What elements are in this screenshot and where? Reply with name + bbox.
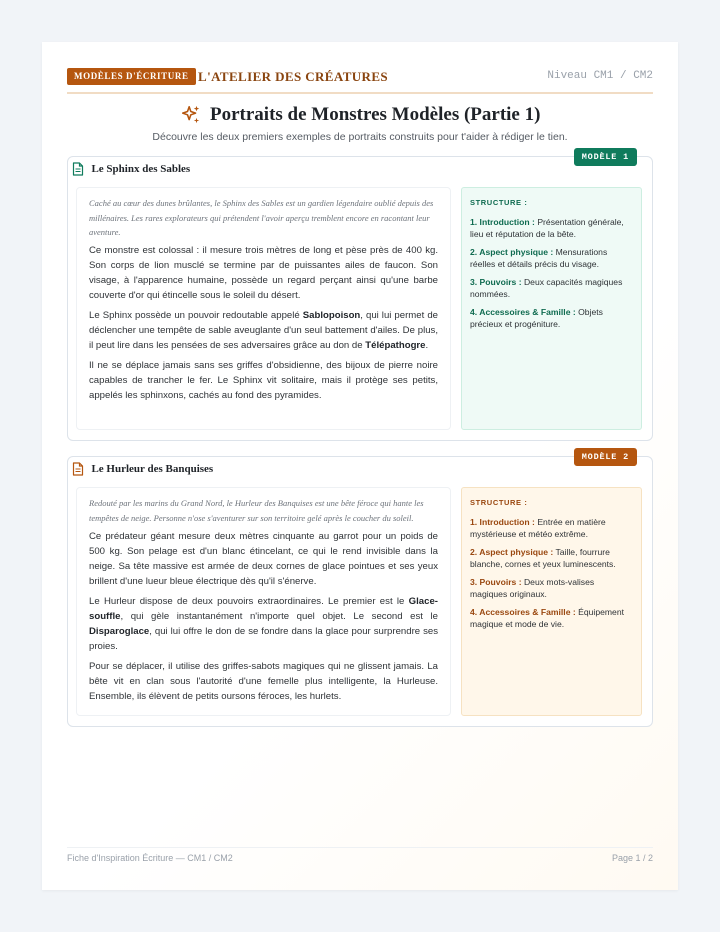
page-header (67, 68, 653, 94)
paragraph-accessories: Pour se déplacer, il utilise des griffes-sabots magiques qui ne glissent jamais. La bête vit en clan sous l'autorité d'une femelle plus intelligente, la Hurleuse. Ensemble, ils élèvent de petits oursons féroces, les hurlets. (89, 661, 438, 702)
level-label: Niveau CM1 / CM2 (547, 70, 653, 82)
structure-item: 1. Introduction : Présentation générale, lieu et réputation de la bête. (470, 217, 624, 239)
category-badge: MODÈLES D'ÉCRITURE (67, 68, 196, 85)
power-name-2: Disparoglace (89, 626, 150, 637)
document-icon (72, 162, 84, 176)
model-badge: MODÈLE 1 (574, 148, 637, 166)
page-number: Page 1 / 2 (611, 853, 653, 863)
paragraph-physical: Ce monstre est colossal : il mesure trois mètres de long et pèse près de 400 kg. Son corps de lion musclé se termine par de puissantes ailes de faucon. Son visage, à l'apparence humaine, possède un regard perçant ainsi qu'une barbe couverte d'or qui étincelle sous le soleil du désert. (89, 245, 438, 301)
structure-heading: STRUCTURE : (470, 498, 528, 507)
workshop-title: L'ATELIER DES CRÉATURES (198, 69, 389, 84)
paragraph-powers: Le Hurleur dispose de deux pouvoirs extraordinaires. Le premier est le Glace-souffle, qui gèle instantanément n'importe quel objet. Le second est le Disparoglace, qui lui offre le don de se fondre dans la glace pour surprendre ses proies. (89, 596, 438, 652)
paragraph-accessories: Il ne se déplace jamais sans ses griffes d'obsidienne, des bijoux de pierre noire capables de trancher le fer. Le Sphinx vit solitaire, mais il protège ses petits, appelés les sphinxons, cachés au fond des pyramides. (89, 360, 438, 401)
power-name-1: Sablopoison (302, 310, 361, 321)
structure-item: 3. Pouvoirs : Deux capacités magiques nommées. (470, 277, 623, 299)
page-subtitle: Découvre les deux premiers exemples de portraits construits pour t'aider à rédiger le tien. (152, 131, 568, 143)
structure-heading: STRUCTURE : (470, 198, 528, 207)
model-paragraphs (89, 529, 438, 709)
structure-item: 3. Pouvoirs : Deux mots-valises magiques originaux. (470, 577, 595, 599)
structure-item: 1. Introduction : Entrée en matière mystérieuse et météo extrême. (470, 517, 606, 539)
structure-item: 4. Accessoires & Famille : Équipement magique et mode de vie. (470, 607, 624, 629)
paragraph-powers: Le Sphinx possède un pouvoir redoutable appelé Sablopoison, qui lui permet de déclencher une tempête de sable aveuglante d'un seul battement d'ailes. De plus, il peut lire dans les pensées de ses adversaires grâce au don de Télépathogre. (89, 310, 438, 351)
model-card-1 (67, 152, 653, 441)
structure-item: 2. Aspect physique : Taille, fourrure blanche, cornes et yeux luminescents. (470, 547, 616, 569)
model-text-column (76, 487, 451, 716)
power-name-2: Télépathogre (365, 340, 426, 351)
structure-item: 4. Accessoires & Famille : Objets précieux et progéniture. (470, 307, 603, 329)
worksheet-page (42, 42, 678, 890)
model-intro: Redouté par les marins du Grand Nord, le Hurleur des Banquises est une bête féroce qui hante les tempêtes de neige. Personne n'ose s'aventurer sur son territoire gelé après le coucher du soleil. (89, 498, 424, 523)
structure-box (461, 487, 642, 716)
model-title: Le Sphinx des Sables (91, 162, 191, 175)
sparkles-icon (180, 104, 202, 126)
model-title: Le Hurleur des Banquises (91, 462, 214, 475)
model-intro: Caché au cœur des dunes brûlantes, le Sphinx des Sables est un gardien légendaire oublié depuis des millénaires. Les rares explorateurs qui prétendent l'avoir aperçu tremblent encore en racontant leur aventure. (89, 198, 434, 237)
page-title-row (42, 104, 678, 130)
footer-label: Fiche d'Inspiration Écriture — CM1 / CM2 (67, 853, 233, 863)
card-title-row (72, 160, 190, 180)
structure-box (461, 187, 642, 430)
model-card-2 (67, 452, 653, 727)
document-icon (72, 462, 84, 476)
card-title-row (72, 460, 213, 480)
page-title: Portraits de Monstres Modèles (Partie 1) (209, 104, 541, 125)
power-name-1: Glace-souffle (89, 596, 438, 622)
model-badge: MODÈLE 2 (574, 448, 637, 466)
structure-item: 2. Aspect physique : Mensurations réelles et détails précis du visage. (470, 247, 608, 269)
model-paragraphs (89, 243, 438, 408)
paragraph-physical: Ce prédateur géant mesure deux mètres cinquante au garrot pour un poids de 500 kg. Son pelage est d'un blanc étincelant, ce qui le rend invisible dans la neige. Sa tête massive est armée de deux cornes de glace pointues et ses yeux brillent d'une lueur bleue électrique dès qu'il s'énerve. (89, 531, 438, 587)
model-text-column (76, 187, 451, 430)
page-footer (67, 847, 653, 867)
